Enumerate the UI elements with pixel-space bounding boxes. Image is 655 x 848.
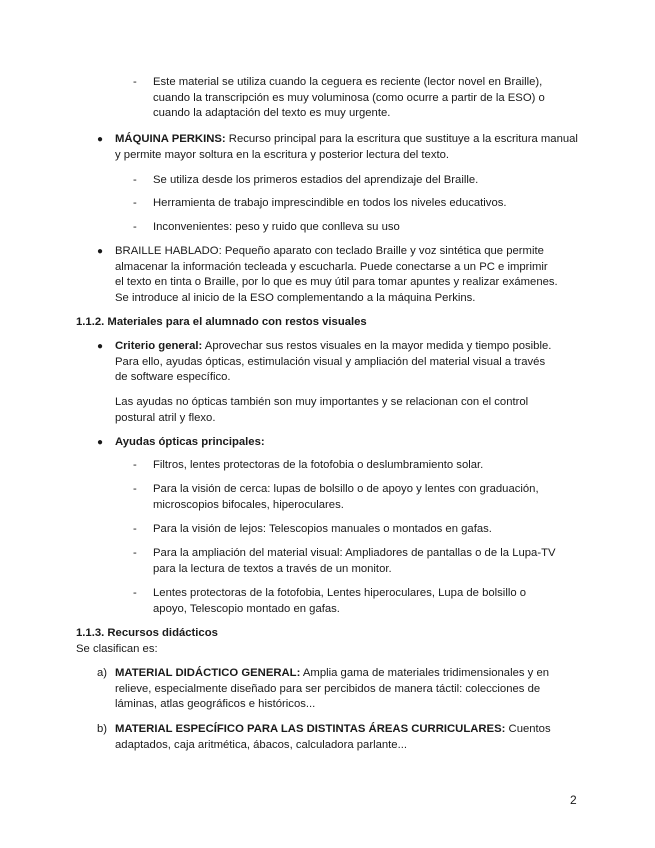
ayudas-item: Para la ampliación del material visual: Ampliadores de pantallas o de la Lupa-TV para la lectura de textos a través de un monitor. — [153, 547, 556, 575]
braille-material-note: Este material se utiliza cuando la ceguera es reciente (lector novel en Braille), cuando la transcripción es muy voluminosa (como ocurre a partir de la ESO) o cuando la adaptación del texto es muy urgente. — [153, 76, 545, 120]
dash-marker: - — [133, 523, 137, 535]
bullet-dot: ● — [97, 341, 104, 352]
dash-marker: - — [133, 483, 137, 495]
dash-marker: - — [133, 459, 137, 471]
criterio-paragraph: Criterio general: Aprovechar sus restos visuales en la mayor medida y tiempo posible. Para ello, ayudas ópticas, estimulación visual y ampliación del material visual a través de software específico. — [115, 340, 552, 384]
list-marker-b: b) — [97, 723, 108, 735]
perkins-label: MÁQUINA PERKINS: — [115, 133, 226, 145]
page-number: 2 — [570, 793, 577, 807]
material-especifico-label: MATERIAL ESPECÍFICO PARA LAS DISTINTAS ÁREAS CURRICULARES: — [115, 723, 506, 735]
perkins-item: Se utiliza desde los primeros estadios del aprendizaje del Braille. — [153, 174, 479, 186]
material-general-paragraph: MATERIAL DIDÁCTICO GENERAL: Amplia gama de materiales tridimensionales y en relieve, especialmente diseñado para ser percibidos de manera táctil: colecciones de láminas, atlas geográficos e históricos... — [115, 667, 550, 711]
section-heading: 1.1.2. Materiales para el alumnado con restos visuales — [76, 316, 367, 328]
criterio-label: Criterio general: — [115, 340, 203, 352]
perkins-paragraph: MÁQUINA PERKINS: Recurso principal para la escritura que sustituye a la escritura manual y permite mayor soltura en la escritura y posterior lectura del texto. — [115, 133, 578, 161]
no-opticas-paragraph: Las ayudas no ópticas también son muy importantes y se relacionan con el control postural atril y flexo. — [115, 396, 529, 424]
dash-marker: - — [133, 221, 137, 233]
bullet-dot: ● — [97, 246, 104, 257]
ayudas-item: Filtros, lentes protectoras de la fotofobia o deslumbramiento solar. — [153, 459, 484, 471]
perkins-item: Inconvenientes: peso y ruido que conlleva su uso — [153, 221, 400, 233]
recursos-intro: Se clasifican es: — [76, 643, 158, 655]
material-especifico-paragraph: MATERIAL ESPECÍFICO PARA LAS DISTINTAS ÁREAS CURRICULARES: Cuentos adaptados, caja aritmética, ábacos, calculadora parlante... — [115, 723, 551, 751]
ayudas-item: Lentes protectoras de la fotofobia, Lentes hiperoculares, Lupa de bolsillo o apoyo, Telescopio montado en gafas. — [153, 587, 527, 615]
bullet-dot: ● — [97, 437, 104, 448]
list-marker-a: a) — [97, 667, 108, 679]
ayudas-label: Ayudas ópticas principales: — [115, 436, 265, 448]
dash-marker: - — [133, 587, 137, 599]
perkins-item: Herramienta de trabajo imprescindible en todos los niveles educativos. — [153, 197, 507, 209]
braille-hablado-paragraph: BRAILLE HABLADO: Pequeño aparato con teclado Braille y voz sintética que permite almacenar la información tecleada y escucharla. Puede conectarse a un PC e imprimir el texto en tinta o Braille, por lo que es muy útil para tomar apuntes y realizar exámenes. Se introduce al inicio de la ESO complementando a la máquina Perkins. — [115, 245, 558, 305]
dash-marker: - — [133, 76, 137, 88]
section-heading: 1.1.3. Recursos didácticos — [76, 627, 218, 639]
ayudas-item: Para la visión de lejos: Telescopios manuales o montados en gafas. — [153, 523, 492, 535]
ayudas-item: Para la visión de cerca: lupas de bolsillo o de apoyo y lentes con graduación, microscopios bifocales, hiperoculares. — [153, 483, 539, 511]
dash-marker: - — [133, 174, 137, 186]
material-general-label: MATERIAL DIDÁCTICO GENERAL: — [115, 667, 301, 679]
bullet-dot: ● — [97, 134, 104, 145]
dash-marker: - — [133, 547, 137, 559]
dash-marker: - — [133, 197, 137, 209]
